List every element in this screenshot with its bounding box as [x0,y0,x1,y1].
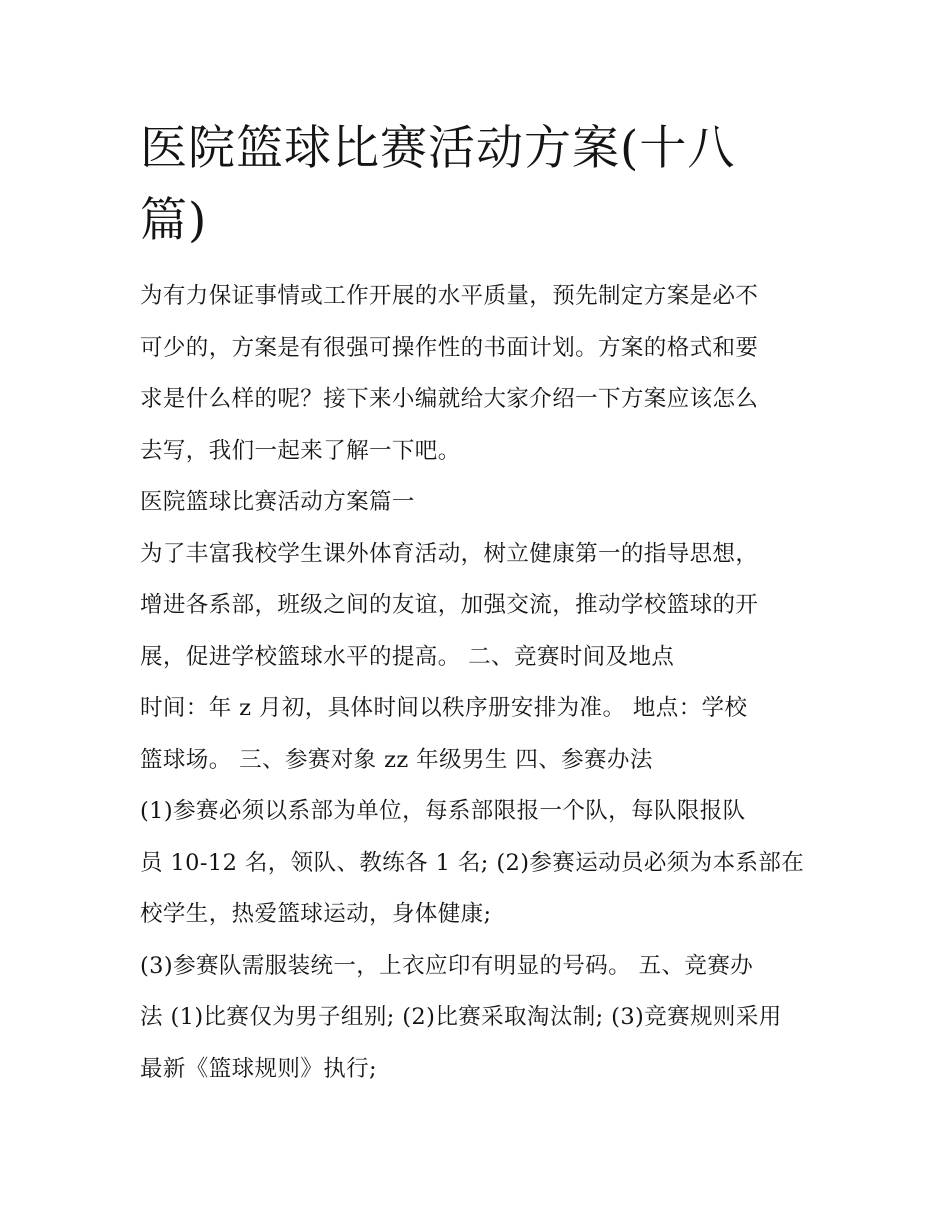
text-line: 展，促进学校篮球水平的提高。 二、竞赛时间及地点 [140,643,675,670]
text-line: 为了丰富我校学生课外体育活动，树立健康第一的指导思想， [140,540,759,567]
text-line: 时间：年 z 月初，具体时间以秩序册安排为准。 地点：学校 [140,695,748,721]
text-line: 最新《篮球规则》执行; [140,1055,377,1082]
document-body [140,271,812,1095]
text-line: 员 10-12 名，领队、教练各 1 名; (2)参赛运动员必须为本系部在 [140,849,805,876]
title-text: 医院篮球比赛活动方案(十八 篇) [140,121,736,248]
text-line: 校学生，热爱篮球运动，身体健康; [140,901,492,927]
document-content [140,113,812,1095]
text-line: 可少的，方案是有很强可操作性的书面计划。方案的格式和要 [140,334,759,361]
text-line: 为有力保证事情或工作开展的水平质量，预先制定方案是必不 [140,283,759,309]
paragraph [140,786,812,941]
text-line: 医院篮球比赛活动方案篇一 [140,489,415,515]
document-title [140,113,812,257]
paragraph [140,683,812,786]
paragraph [140,529,812,684]
text-line: 篮球场。 三、参赛对象 zz 年级男生 四、参赛办法 [140,746,653,773]
text-line: (3)参赛队需服装统一，上衣应印有明显的号码。 五、竞赛办 [140,952,754,979]
paragraph [140,477,812,529]
text-line: 增进各系部，班级之间的友谊，加强交流，推动学校篮球的开 [140,592,759,618]
text-line: 法 (1)比赛仅为男子组别; (2)比赛采取淘汰制; (3)竞赛规则采用 [140,1004,782,1030]
text-line: 求是什么样的呢？接下来小编就给大家介绍一下方案应该怎么 [140,386,759,412]
text-line: (1)参赛必须以系部为单位，每系部限报一个队，每队限报队 [140,798,746,824]
paragraph [140,271,812,477]
paragraph [140,941,812,1096]
text-line: 去写，我们一起来了解一下吧。 [140,437,461,464]
